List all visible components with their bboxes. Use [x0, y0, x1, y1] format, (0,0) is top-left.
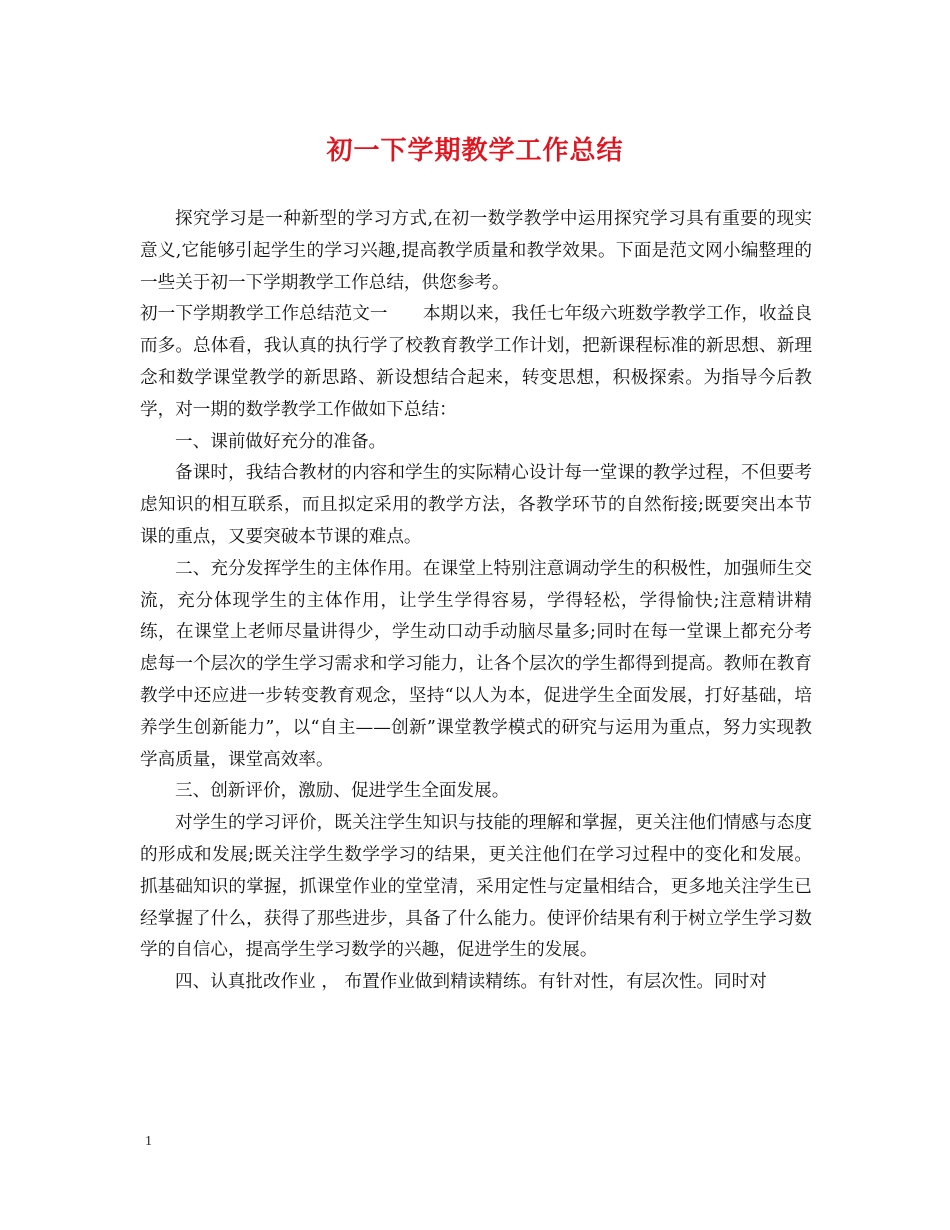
page-number: 1 — [145, 1134, 152, 1149]
document-body — [140, 204, 812, 999]
paragraph-lesson-prep: 备课时，我结合教材的内容和学生的实际精心设计每一堂课的教学过程，不但要考虑知识的相互联系，而且拟定采用的教学方法，各教学环节的自然衔接;既要突出本节课的重点，又要突破本节课的难点。 — [140, 463, 812, 547]
section-heading-one: 一、课前做好充分的准备。 — [175, 431, 387, 452]
section-heading-three: 三、创新评价，激励、促进学生全面发展。 — [175, 781, 510, 802]
document-title: 初一下学期教学工作总结 — [326, 136, 624, 166]
paragraph-homework: 四、认真批改作业 ， 布置作业做到精读精练。有针对性，有层次性。同时对 — [175, 972, 767, 993]
paragraph-student-role: 二、充分发挥学生的主体作用。在课堂上特别注意调动学生的积极性，加强师生交流，充分体现学生的主体作用，让学生学得容易，学得轻松，学得愉快;注意精讲精练，在课堂上老师尽量讲得少，学生动口动手动脑尽量多;同时在每一堂课上都充分考虑每一个层次的学生学习需求和学习能力，让各个层次的学生都得到提高。教师在教育教学中还应进一步转变教育观念，坚持“以人为本，促进学生全面发展，打好基础，培养学生创新能力”，以“自主——创新”课堂教学模式的研究与运用为重点，努力实现教学高质量，课堂高效率。 — [140, 558, 812, 770]
paragraph-sample-one-opening: 初一下学期教学工作总结范文一 本期以来，我任七年级六班数学教学工作，收益良而多。总体看，我认真的执行学了校教育教学工作计划，把新课程标准的新思想、新理念和数学课堂教学的新思路、新设想结合起来，转变思想，积极探索。为指导今后教学，对一期的数学教学工作做如下总结： — [140, 304, 812, 420]
paragraph-intro: 探究学习是一种新型的学习方式,在初一数学教学中运用探究学习具有重要的现实意义,它能够引起学生的学习兴趣,提高教学质量和教学效果。下面是范文网小编整理的一些关于初一下学期教学工作总结，供您参考。 — [140, 209, 812, 293]
paragraph-evaluation: 对学生的学习评价，既关注学生知识与技能的理解和掌握，更关注他们情感与态度的形成和发展;既关注学生数学学习的结果，更关注他们在学习过程中的变化和发展。抓基础知识的掌握，抓课堂作业的堂堂清，采用定性与定量相结合，更多地关注学生已经掌握了什么，获得了那些进步，具备了什么能力。使评价结果有利于树立学生学习数学的自信心，提高学生学习数学的兴趣，促进学生的发展。 — [140, 813, 812, 961]
